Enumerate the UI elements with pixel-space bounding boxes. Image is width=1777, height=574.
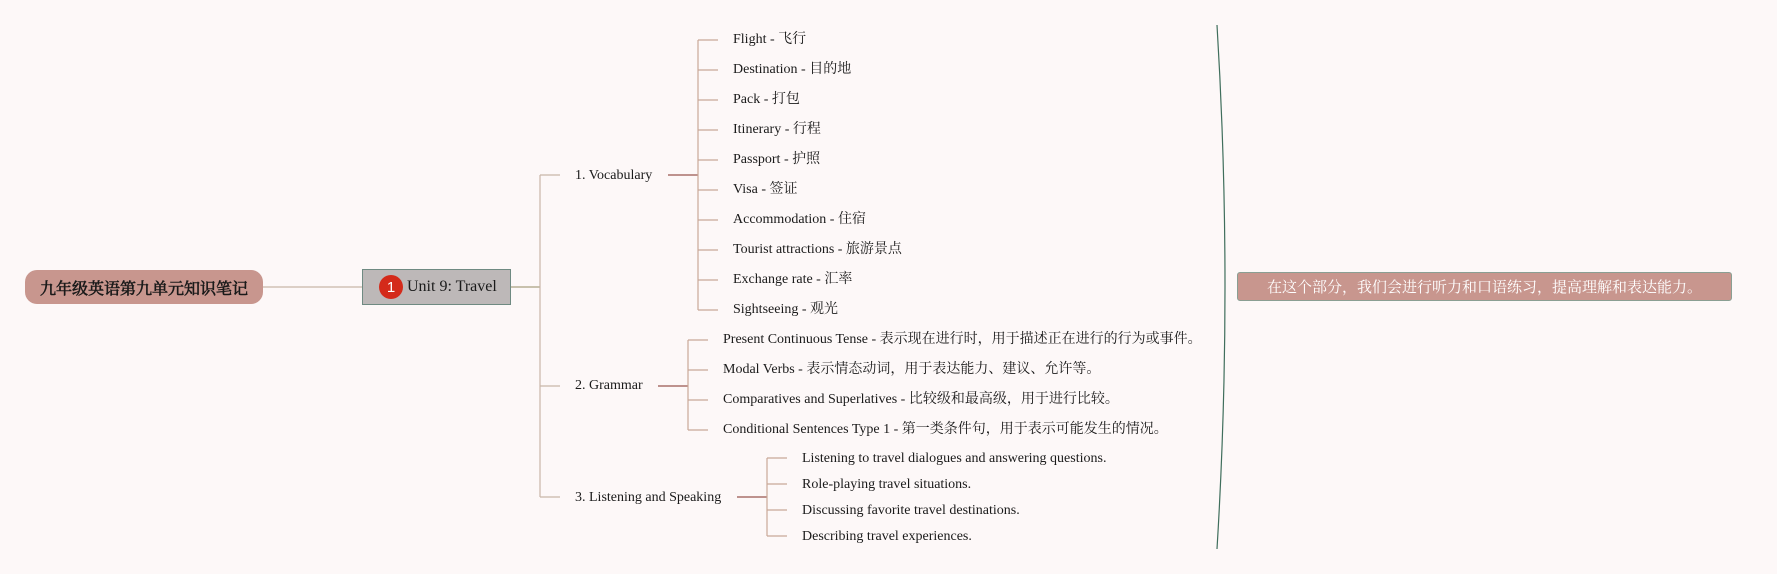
vocabulary-item[interactable]: Exchange rate - 汇率 — [733, 272, 853, 287]
vocabulary-item[interactable]: Tourist attractions - 旅游景点 — [733, 242, 902, 257]
branch-grammar[interactable]: 2. Grammar — [575, 378, 643, 393]
connector-vocabulary-leaves — [698, 40, 718, 310]
root-topic[interactable]: 九年级英语第九单元知识笔记 — [25, 270, 263, 304]
vocabulary-item[interactable]: Flight - 飞行 — [733, 32, 807, 47]
listening-item[interactable]: Listening to travel dialogues and answering questions. — [802, 451, 1107, 466]
vocabulary-item[interactable]: Itinerary - 行程 — [733, 122, 821, 137]
summary-topic[interactable]: 在这个部分，我们会进行听力和口语练习，提高理解和表达能力。 — [1237, 272, 1732, 301]
grammar-item[interactable]: Comparatives and Superlatives - 比较级和最高级，用于进行比较。 — [723, 392, 1119, 407]
vocabulary-item[interactable]: Destination - 目的地 — [733, 62, 852, 77]
grammar-item[interactable]: Modal Verbs - 表示情态动词，用于表达能力、建议、允许等。 — [723, 362, 1101, 377]
branch-vocabulary[interactable]: 1. Vocabulary — [575, 168, 653, 183]
grammar-item[interactable]: Conditional Sentences Type 1 - 第一类条件句，用于表示可能发生的情况。 — [723, 422, 1168, 437]
connector-grammar-leaves — [688, 340, 708, 430]
unit-topic[interactable] — [362, 269, 511, 305]
priority-badge-icon: 1 — [379, 275, 403, 299]
branch-listening-speaking[interactable]: 3. Listening and Speaking — [575, 490, 722, 505]
vocabulary-item[interactable]: Visa - 签证 — [733, 182, 798, 197]
listening-item[interactable]: Describing travel experiences. — [802, 529, 972, 544]
vocabulary-item[interactable]: Pack - 打包 — [733, 92, 800, 107]
grammar-item[interactable]: Present Continuous Tense - 表示现在进行时，用于描述正在进行的行为或事件。 — [723, 332, 1202, 347]
summary-bracket — [1217, 25, 1225, 549]
unit-title: Unit 9: Travel — [407, 278, 497, 295]
listening-item[interactable]: Discussing favorite travel destinations. — [802, 503, 1020, 518]
vocabulary-item[interactable]: Passport - 护照 — [733, 152, 821, 167]
vocabulary-item[interactable]: Sightseeing - 观光 — [733, 302, 838, 317]
connector-listening-leaves — [767, 458, 787, 536]
vocabulary-item[interactable]: Accommodation - 住宿 — [733, 212, 866, 227]
listening-item[interactable]: Role-playing travel situations. — [802, 477, 972, 492]
